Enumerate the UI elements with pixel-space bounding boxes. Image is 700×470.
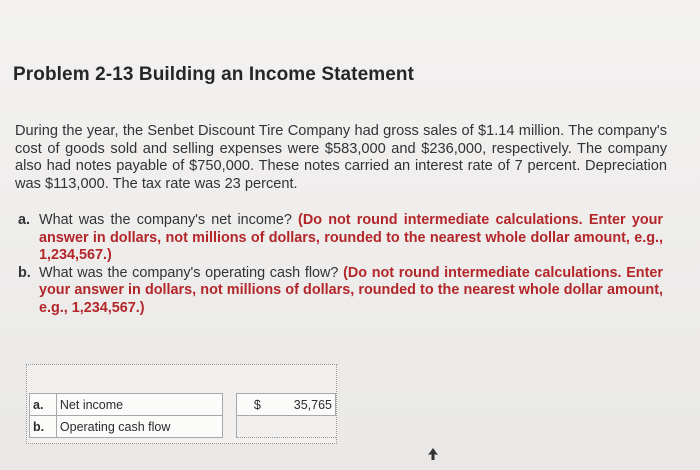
question-letter: b. xyxy=(18,264,31,281)
table-row xyxy=(30,394,336,416)
cell-spacer xyxy=(222,394,237,416)
problem-title: Problem 2-13 Building an Income Statement xyxy=(13,64,415,85)
answer-label-net-income: Net income xyxy=(56,394,222,416)
question-text: What was the company's operating cash flow? xyxy=(39,264,344,281)
problem-description: During the year, the Senbet Discount Tire Company had gross sales of $1.14 million. The company's cost of goods sold and selling expenses were $583,000 and $236,000, respectively. The company also had notes payable of $750,000. These notes carried an interest rate of 7 percent. Depreciation was $113,000. The tax rate was 23 percent. xyxy=(15,123,667,192)
question-text: What was the company's net income? xyxy=(39,212,299,228)
question-a xyxy=(18,212,663,265)
answer-label-operating-cash-flow: Operating cash flow xyxy=(56,416,222,438)
mouse-pointer-icon xyxy=(428,448,438,460)
answer-table xyxy=(26,364,337,444)
answer-letter: a. xyxy=(30,394,57,416)
question-letter: a. xyxy=(18,212,31,228)
question-list xyxy=(18,212,663,318)
question-instruction: (Do not round intermediate calculations. Enter your answer in dollars, not millions of dollars, rounded to the nearest whole dollar amount, e.g., 1,234,567.) xyxy=(39,212,663,264)
currency-symbol xyxy=(237,416,277,438)
operating-cash-flow-input[interactable] xyxy=(277,416,335,438)
answer-grid xyxy=(29,393,336,438)
cell-spacer xyxy=(222,416,237,438)
net-income-input[interactable]: 35,765 xyxy=(277,394,335,416)
currency-symbol: $ xyxy=(237,394,277,416)
answer-letter: b. xyxy=(30,416,57,438)
question-instruction: (Do not round intermediate calculations. Enter your answer in dollars, not millions of dollars, rounded to the nearest whole dollar amount, e.g., 1,234,567.) xyxy=(39,264,663,316)
question-b xyxy=(18,265,663,318)
table-row xyxy=(30,416,336,438)
